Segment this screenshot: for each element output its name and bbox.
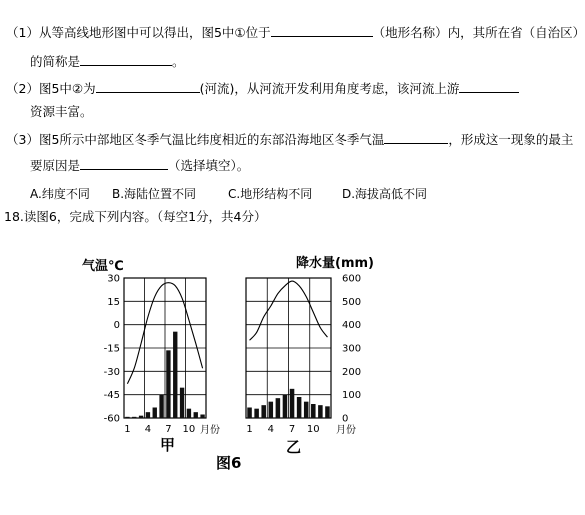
question-1-text-a: 从等高线地形图中可以得出，图5中①位于 bbox=[38, 25, 271, 40]
question-1-line-2 bbox=[30, 53, 185, 70]
precip-bar-1 bbox=[125, 417, 129, 418]
question-2-text-a: 图5中②为 bbox=[38, 81, 96, 96]
option-c[interactable]: C.地形结构不同 bbox=[228, 187, 313, 201]
climate-chart-jia bbox=[124, 278, 206, 418]
precip-bar-12 bbox=[200, 415, 204, 419]
precipitation-tick-label: 0 bbox=[342, 413, 349, 425]
precip-bar-9 bbox=[304, 402, 309, 418]
precip-bar-5 bbox=[276, 398, 281, 418]
precipitation-tick-label: 200 bbox=[342, 366, 362, 378]
month-tick-label-yi: 1 bbox=[246, 424, 253, 435]
question-3-line-2 bbox=[30, 157, 249, 174]
precip-bar-10 bbox=[187, 409, 191, 418]
month-tick-label-jia: 1 bbox=[124, 424, 131, 435]
question-3-text-a: 图5所示中部地区冬季气温比纬度相近的东部沿海地区冬季气温 bbox=[38, 132, 385, 147]
question-2-line-2 bbox=[30, 104, 93, 120]
precip-bar-8 bbox=[297, 397, 302, 418]
figure-caption: 图6 bbox=[216, 454, 242, 472]
question-2-blank-1[interactable] bbox=[96, 80, 200, 93]
month-unit-jia: 月份 bbox=[200, 425, 220, 436]
temperature-tick-label: -15 bbox=[103, 343, 120, 355]
climate-chart-yi bbox=[246, 278, 331, 418]
question-3-text-c: 要原因是 bbox=[30, 158, 81, 173]
temperature-axis-title: 气温℃ bbox=[82, 259, 124, 274]
temperature-tick-label: -30 bbox=[103, 366, 120, 378]
temperature-tick-label: 30 bbox=[107, 273, 120, 285]
question-2-number: （2） bbox=[6, 81, 39, 96]
option-d[interactable]: D.海拔高低不同 bbox=[342, 187, 428, 201]
question-3-blank-2[interactable] bbox=[80, 157, 168, 170]
precip-bar-7 bbox=[166, 350, 170, 418]
precip-bar-8 bbox=[173, 332, 177, 418]
precip-bar-11 bbox=[194, 412, 198, 418]
question-2-text-b: (河流)，从河流开发利用角度考虑，该河流上游 bbox=[199, 81, 460, 96]
month-tick-label-yi: 4 bbox=[267, 424, 274, 435]
month-tick-labels-yi bbox=[246, 424, 319, 435]
precip-bar-6 bbox=[159, 395, 163, 418]
question-1-text-d: 。 bbox=[172, 54, 185, 69]
precip-bar-2 bbox=[254, 409, 259, 418]
precip-bar-4 bbox=[269, 402, 274, 418]
precipitation-axis-title: 降水量(mm) bbox=[296, 256, 374, 271]
precip-bar-10 bbox=[311, 404, 316, 418]
precipitation-tick-label: 600 bbox=[342, 273, 362, 285]
precipitation-tick-label: 300 bbox=[342, 343, 362, 355]
precipitation-tick-label: 400 bbox=[342, 320, 362, 332]
month-tick-label-jia: 10 bbox=[182, 424, 196, 435]
question-3-line-1 bbox=[6, 131, 573, 148]
precip-bar-7 bbox=[290, 389, 295, 418]
option-a[interactable]: A.纬度不同 bbox=[30, 187, 90, 201]
question-1-text-b: （地形名称）内，其所在省（自治区） bbox=[372, 25, 585, 40]
question-2-text-c: 资源丰富。 bbox=[30, 104, 93, 119]
precip-bar-4 bbox=[146, 412, 150, 418]
precip-bar-11 bbox=[318, 405, 323, 418]
month-tick-label-jia: 4 bbox=[144, 424, 152, 435]
precip-bar-2 bbox=[132, 417, 136, 418]
question-1-number: （1） bbox=[6, 25, 39, 40]
option-b[interactable]: B.海陆位置不同 bbox=[112, 187, 197, 201]
precipitation-tick-label: 500 bbox=[342, 296, 362, 308]
precip-bar-9 bbox=[180, 388, 184, 418]
month-tick-label-yi: 10 bbox=[306, 424, 320, 435]
month-tick-label-jia: 7 bbox=[165, 424, 172, 435]
temperature-tick-label: -60 bbox=[103, 413, 120, 425]
climate-chart-figure bbox=[0, 250, 560, 510]
question-1-blank-2[interactable] bbox=[80, 53, 172, 66]
question-3-blank-1[interactable] bbox=[384, 131, 448, 144]
chart-label-jia: 甲 bbox=[160, 436, 176, 454]
precip-bar-3 bbox=[261, 405, 266, 418]
temperature-tick-label: 15 bbox=[107, 296, 120, 308]
month-tick-labels-jia bbox=[124, 424, 195, 435]
question-2-blank-2[interactable] bbox=[459, 80, 519, 93]
precip-bar-1 bbox=[247, 408, 252, 419]
precipitation-tick-labels bbox=[342, 274, 361, 425]
precipitation-tick-label: 100 bbox=[342, 390, 362, 402]
question-3-text-b: ，形成这一现象的最主 bbox=[448, 132, 574, 147]
question-3-text-d: （选择填空）。 bbox=[168, 158, 250, 173]
question-2-line-1 bbox=[6, 80, 519, 97]
question-3-number: （3） bbox=[6, 132, 39, 147]
month-tick-label-yi: 7 bbox=[288, 424, 296, 435]
question-1-blank-1[interactable] bbox=[271, 24, 373, 37]
precip-bar-6 bbox=[283, 395, 288, 418]
temperature-tick-label: 0 bbox=[113, 320, 120, 332]
precip-bar-3 bbox=[139, 416, 143, 418]
precip-bar-5 bbox=[153, 408, 157, 419]
chart-label-yi: 乙 bbox=[286, 438, 302, 456]
question-1-text-c: 的简称是 bbox=[30, 54, 81, 69]
temperature-tick-label: -45 bbox=[103, 390, 120, 402]
question-18-heading: 18.读图6，完成下列内容。（每空1分，共4分） bbox=[4, 209, 267, 224]
question-1-line-1 bbox=[6, 24, 585, 41]
month-unit-yi: 月份 bbox=[336, 425, 356, 436]
temperature-tick-labels bbox=[104, 274, 120, 425]
precip-bar-12 bbox=[325, 406, 330, 418]
